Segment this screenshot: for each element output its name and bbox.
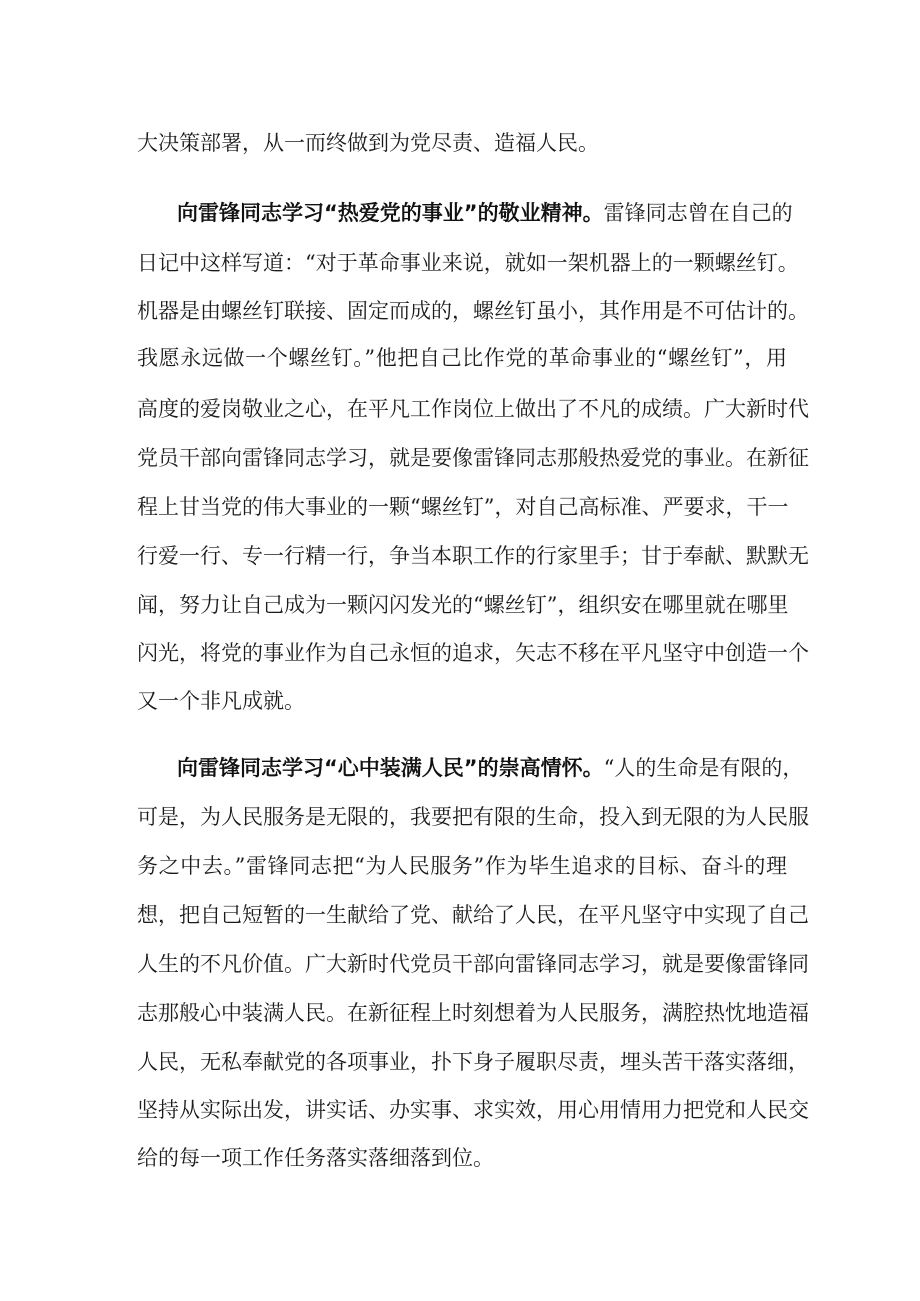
paragraph-1-line: 日记中这样写道：“对于革命事业来说，就如一架机器上的一颗螺丝钉。: [137, 251, 799, 275]
paragraph-2-first-line-text: “人的生命是有限的，: [603, 756, 804, 780]
paragraph-intro-line: 大决策部署，从一而终做到为党尽责、造福人民。: [137, 131, 599, 155]
paragraph-2-line: 务之中去。”雷锋同志把“为人民服务”作为毕生追求的目标、奋斗的理: [137, 854, 787, 878]
paragraph-1-heading: 向雷锋同志学习“热爱党的事业”的敬业精神。: [177, 201, 604, 225]
paragraph-2-line: 可是，为人民服务是无限的，我要把有限的生命，投入到无限的为人民服: [137, 805, 809, 829]
paragraph-2-first-line: [177, 755, 804, 781]
paragraph-1-first-line-text: 雷锋同志曾在自己的: [603, 201, 793, 225]
paragraph-2-line: 坚持从实际出发，讲实话、办实事、求实效，用心用情用力把党和人民交: [137, 1098, 809, 1122]
paragraph-1-line: 机器是由螺丝钉联接、固定而成的，螺丝钉虽小，其作用是不可估计的。: [137, 299, 809, 323]
paragraph-2-line: 人生的不凡价值。广大新时代党员干部向雷锋同志学习，就是要像雷锋同: [137, 952, 809, 976]
paragraph-1-line: 我愿永远做一个螺丝钉。”他把自己比作党的革命事业的“螺丝钉”，用: [137, 346, 787, 370]
paragraph-1-line: 闻，努力让自己成为一颗闪闪发光的“螺丝钉”，组织安在哪里就在哪里: [137, 593, 789, 617]
paragraph-1-line: 行爱一行、专一行精一行，争当本职工作的行家里手；甘于奉献、默默无: [137, 544, 809, 568]
paragraph-2-heading: 向雷锋同志学习“心中装满人民”的崇高情怀。: [177, 756, 604, 780]
paragraph-2-line: 给的每一项工作任务落实落细落到位。: [137, 1146, 494, 1170]
paragraph-1-line: 程上甘当党的伟大事业的一颗“螺丝钉”，对自己高标准、严要求，干一: [137, 495, 789, 519]
paragraph-2-line: 人民，无私奉献党的各项事业，扑下身子履职尽责，埋头苦干落实落细，: [137, 1050, 809, 1074]
paragraph-1-line: 党员干部向雷锋同志学习，就是要像雷锋同志那般热爱党的事业。在新征: [137, 446, 809, 470]
paragraph-1-line: 闪光，将党的事业作为自己永恒的追求，矢志不移在平凡坚守中创造一个: [137, 641, 809, 665]
paragraph-1-line: 高度的爱岗敬业之心，在平凡工作岗位上做出了不凡的成绩。广大新时代: [137, 397, 809, 421]
paragraph-1-first-line: [177, 200, 793, 226]
paragraph-2-line: 想，把自己短暂的一生献给了党、献给了人民，在平凡坚守中实现了自己: [137, 903, 809, 927]
paragraph-2-line: 志那般心中装满人民。在新征程上时刻想着为人民服务，满腔热忱地造福: [137, 1001, 809, 1025]
paragraph-1-line: 又一个非凡成就。: [137, 689, 305, 713]
